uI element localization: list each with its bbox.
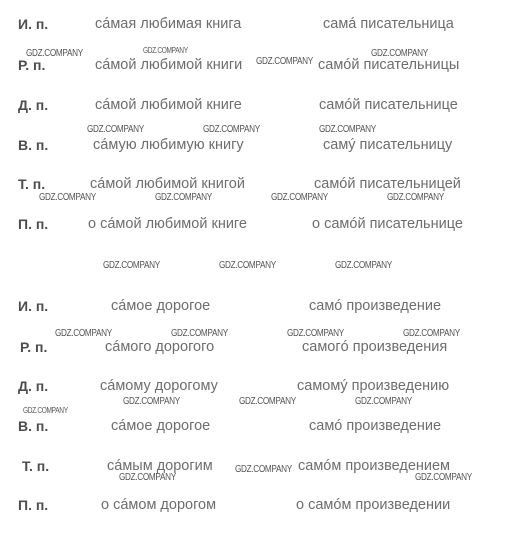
watermark-text: GDZ.COMPANY xyxy=(203,124,260,135)
phrase-cell: сáмым дорогим xyxy=(107,458,213,474)
noun-cell: о самóй писательнице xyxy=(312,216,463,232)
phrase-cell: сáмое дорогое xyxy=(111,418,211,434)
noun-cell: самóй писательницы xyxy=(318,57,460,73)
watermark-text: GDZ.COMPANY xyxy=(87,124,144,135)
noun-cell: о самóм произведении xyxy=(296,497,451,513)
watermark-text: GDZ.COMPANY xyxy=(403,328,460,339)
case-label: В. п. xyxy=(18,418,49,434)
phrase-cell: сáмой любимой книге xyxy=(95,97,242,113)
watermark-text: GDZ.COMPANY xyxy=(335,260,392,271)
case-label: Р. п. xyxy=(20,339,48,355)
noun-cell: самá писательница xyxy=(323,16,454,32)
case-label: Т. п. xyxy=(22,458,50,474)
phrase-cell: сáмая любимая книга xyxy=(95,16,242,32)
watermark-text: GDZ.COMPANY xyxy=(271,192,328,203)
noun-cell: самó произведение xyxy=(309,298,442,314)
watermark-text: GDZ.COMPANY xyxy=(235,464,292,475)
noun-cell: самогó произведения xyxy=(302,339,448,355)
case-label: Д. п. xyxy=(18,97,49,113)
watermark-text: GDZ.COMPANY xyxy=(26,48,83,59)
watermark-text: GDZ.COMPANY xyxy=(415,472,472,483)
phrase-cell: сáмую любимую книгу xyxy=(93,137,244,153)
phrase-cell: сáмое дорогое xyxy=(111,298,211,314)
phrase-cell: о сáмой любимой книге xyxy=(88,216,247,232)
case-label: И. п. xyxy=(18,298,49,314)
watermark-text: GDZ.COMPANY xyxy=(123,396,180,407)
watermark-text: GDZ.COMPANY xyxy=(155,192,212,203)
watermark-text: GDZ.COMPANY xyxy=(371,48,428,59)
watermark-text: GDZ.COMPANY xyxy=(239,396,296,407)
phrase-cell: сáмого дорогого xyxy=(105,339,215,355)
noun-cell: самóй писательницей xyxy=(314,176,461,192)
watermark-text: GDZ.COMPANY xyxy=(143,46,188,55)
case-label: В. п. xyxy=(18,137,49,153)
noun-cell: самóй писательнице xyxy=(319,97,458,113)
case-label: П. п. xyxy=(18,216,49,232)
watermark-text: GDZ.COMPANY xyxy=(287,328,344,339)
watermark-text: GDZ.COMPANY xyxy=(23,406,68,415)
case-label: Т. п. xyxy=(18,176,46,192)
case-label: Р. п. xyxy=(18,57,46,73)
noun-cell: самомý произведению xyxy=(297,378,450,394)
noun-cell: самóм произведением xyxy=(298,458,451,474)
watermark-text: GDZ.COMPANY xyxy=(256,56,313,67)
watermark-text: GDZ.COMPANY xyxy=(355,396,412,407)
phrase-cell: сáмой любимой книгой xyxy=(90,176,245,192)
case-label: П. п. xyxy=(18,497,49,513)
watermark-text: GDZ.COMPANY xyxy=(219,260,276,271)
phrase-cell: сáмому дорогому xyxy=(100,378,218,394)
watermark-text: GDZ.COMPANY xyxy=(55,328,112,339)
case-label: Д. п. xyxy=(18,378,49,394)
noun-cell: самý писательницу xyxy=(323,137,453,153)
watermark-text: GDZ.COMPANY xyxy=(171,328,228,339)
phrase-cell: сáмой любимой книги xyxy=(95,57,243,73)
watermark-text: GDZ.COMPANY xyxy=(319,124,376,135)
phrase-cell: о сáмом дорогом xyxy=(101,497,217,513)
watermark-text: GDZ.COMPANY xyxy=(119,472,176,483)
noun-cell: самó произведение xyxy=(309,418,442,434)
case-label: И. п. xyxy=(18,16,49,32)
watermark-text: GDZ.COMPANY xyxy=(103,260,160,271)
watermark-text: GDZ.COMPANY xyxy=(387,192,444,203)
watermark-text: GDZ.COMPANY xyxy=(39,192,96,203)
